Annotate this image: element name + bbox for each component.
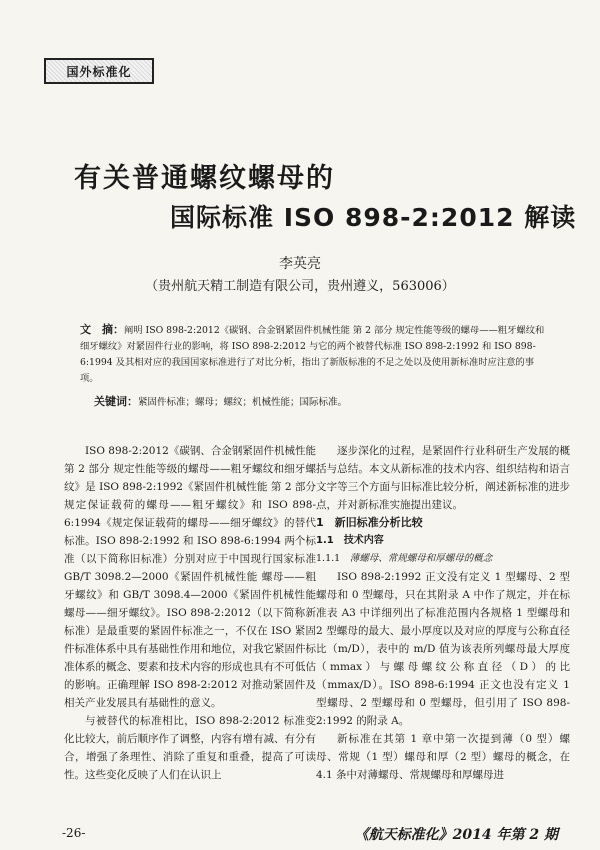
section-tag-label: 国外标准化 — [66, 64, 132, 79]
subsubsection-number: 1.1.1 — [316, 553, 350, 564]
left-column — [64, 442, 316, 784]
body-paragraph: 逐步深化的过程，是紧固件行业科研生产发展的概括与总结。本文从新标准的技术内容、组织结构和语言文字等三个方面与旧标准比较分析，阐述新标准的进步点，并对新标准实施提出建议。 — [316, 445, 570, 511]
right-column — [316, 442, 570, 784]
keywords-text: 紧固件标准；螺母；螺纹；机械性能；国际标准。 — [138, 397, 348, 408]
body-paragraph: 与被替代的标准相比，ISO 898-2:2012 标准变化比较大，前后顺序作了调整，内容有增有减、有分有合，增强了条理性、消除了重复和重叠，提高了可读性。这些变化反映了人们在认识上 — [64, 715, 316, 781]
subsubsection-heading — [316, 550, 570, 568]
affiliation: （贵州航天精工制造有限公司，贵州遵义，563006） — [145, 279, 455, 294]
keywords — [94, 393, 554, 409]
title-line-1: 有关普通螺纹螺母的 — [74, 163, 335, 194]
section-tag — [44, 58, 154, 84]
author: 李英亮 — [279, 256, 321, 272]
body-paragraph: ISO 898-2:1992 正文没有定义 1 型螺母、2 型螺母和 0 型螺母，只在其附录 A 中作了规定，并在标准表 A3 中详细列出了标准范围内各规格 1 型螺母和 2 型螺母的最大、最小厚度以及对应的厚度与公称直径比（m/D），表中的 m/D 值为该表所列螺母最大厚度（mmax）与螺母螺纹公称直径（D）的比（mmax/D）。ISO 898-6:1994 正文也没有定义 1 型螺母、2 型螺母和 0 型螺母，但引用了 ISO 898-2:1992 的附录 A。 — [316, 571, 570, 727]
subsection-heading: 1.1 技术内容 — [316, 535, 384, 546]
body-paragraph: 新标准在其第 1 章中第一次提到薄（0 型）螺母、常规（1 型）螺母和厚（2 型）螺母的概念，在 4.1 条中对薄螺母、常规螺母和厚螺母进 — [316, 733, 570, 781]
section-heading: 1 新旧标准分析比较 — [316, 516, 423, 529]
body-paragraph: ISO 898-2:2012《碳钢、合金钢紧固件机械性能 第 2 部分 规定性能等级的螺母——粗牙螺纹和细牙螺纹》是 ISO 898-2:1992《紧固件机械性能 第 2 部分 规定保证载荷的螺母——粗牙螺纹》和 ISO 898-6:1994《规定保证载荷的螺母——细牙螺纹》的替代标准。ISO 898-2:1992 和 ISO 898-6:1994 两个标准（以下简称旧标准）分别对应于中国现行国家标准 GB/T 3098.2—2000《紧固件机械性能 螺母——粗牙螺纹》和 GB/T 3098.4—2000《紧固件机械性能 螺母——细牙螺纹》。ISO 898-2:2012（以下简称新标准）是最重要的紧固件标准之一，不仅在 ISO 紧固件标准体系中具有基础性作用和地位，对我它紧固件标准体系的概念、要素和技术内容的形成也具有不可低估的影响。正确理解 ISO 898-2:2012 对推动紧固件及相关产业发展具有基础性的意义。 — [64, 445, 316, 709]
footer — [0, 826, 600, 846]
abstract-label: 文 摘： — [80, 323, 124, 336]
keywords-label: 关键词： — [94, 395, 138, 408]
journal-name: 《航天标准化》2014 年第 2 期 — [354, 827, 558, 843]
subsubsection-title: 薄螺母、常规螺母和厚螺母的概念 — [349, 553, 493, 564]
abstract-text: 阐明 ISO 898-2:2012《碳钢、合金钢紧固件机械性能 第 2 部分 规定性能等级的螺母——粗牙螺纹和细牙螺纹》对紧固件行业的影响，将 ISO 898-2:2012 与它的两个被替代标准 ISO 898-2:1992 和 ISO 898-6:1994 及其相对应的我国国家标准进行了对比分析，指出了新版标准的不足之处以及使用新标准时应注意的事项。 — [80, 325, 545, 384]
title-line-2: 国际标准 ISO 898-2:2012 解读 — [170, 203, 577, 232]
abstract — [80, 322, 552, 387]
page-number: -26- — [62, 826, 86, 840]
